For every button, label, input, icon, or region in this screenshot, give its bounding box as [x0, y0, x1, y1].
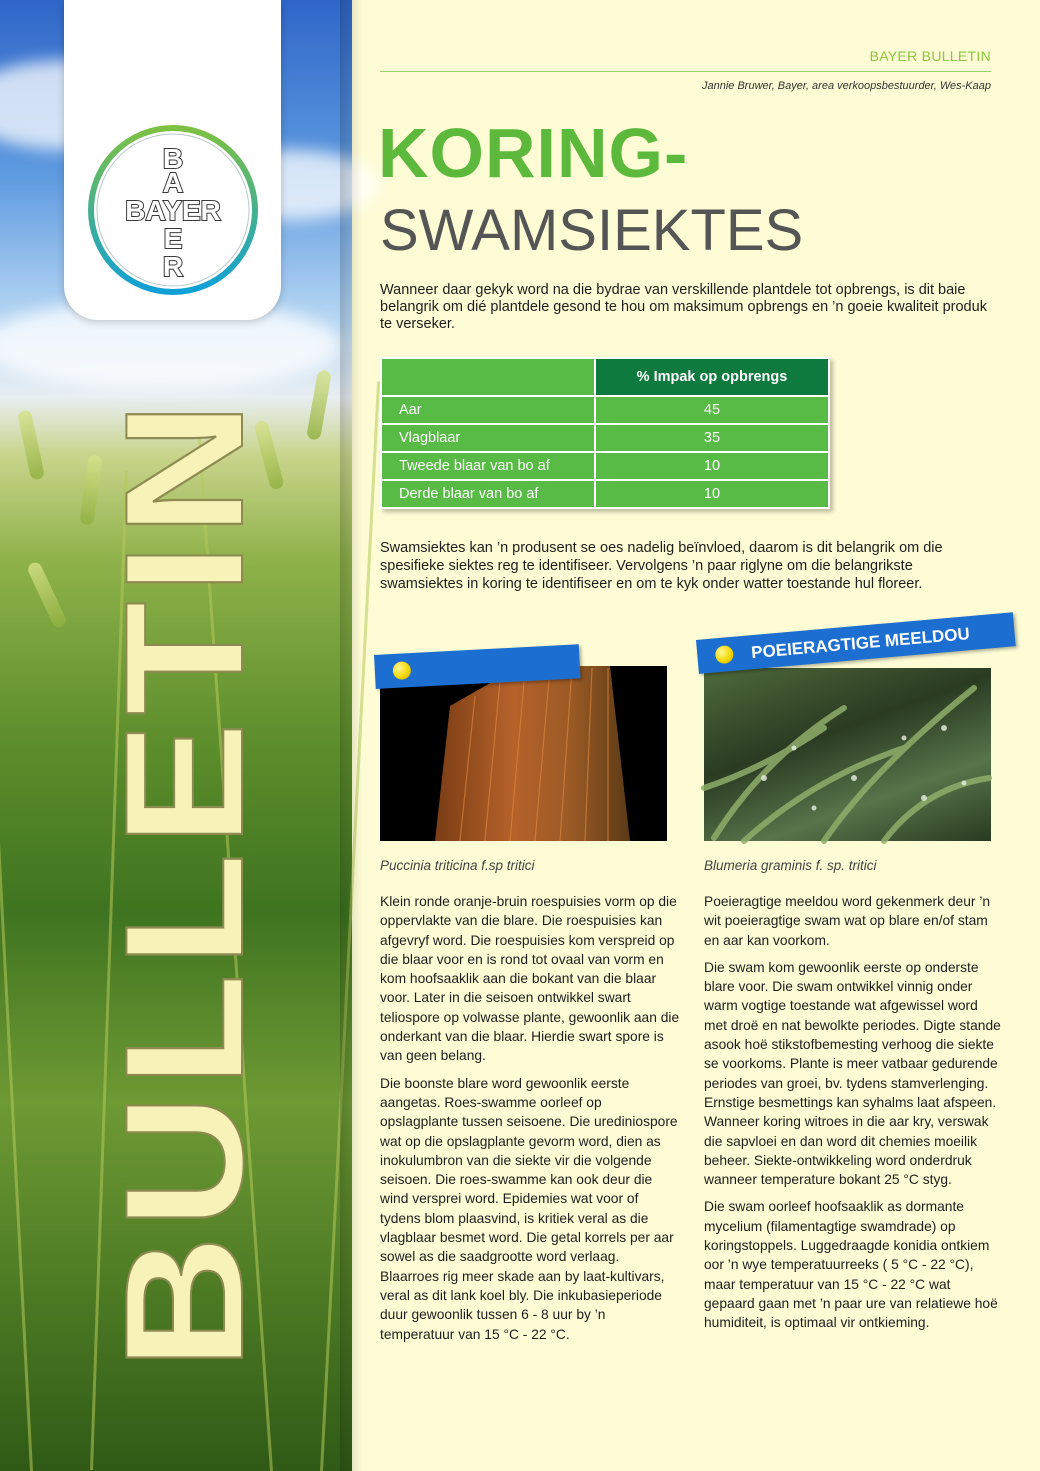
column-left-paragraph: Die boonste blare word gewoonlik eerste aangetas. Roes-swamme oorleef op opslagplante tussen seisoene. Die urediniospore wat op die opslagplante gevorm word, dien as inokulumbron van die siekte vir die volgende seisoen. Die roes-swamme kan ook deur die wind versprei word. Epidemies wat voor of tydens blom plaasvind, is kritiek veral as die vlagblaar besmet word. Die getal korrels per aar sowel as die saadgrootte word verlaag. Blaarroes rig meer skade aan by laat-kultivars, veral as dit lank koel bly. Die inkubasieperiode duur gewoonlik tussen 6 - 8 uur by ’n temperatuur van 15 °C - 22 °C.: [380, 1075, 678, 1342]
column-left-paragraph: Klein ronde oranje-bruin roespuisies vorm op die oppervlakte van die blare. Die roespuisies kan afgevryf word. Die roespuisies kom verspreid op die blaar voor en is rond tot ovaal van vorm en kom hoofsaaklik aan die bokant van die blaar voor. Later in die seisoen ontwikkel swart teliospore op volwasse plante, gewoonlik aan die onderkant van die blaar. Hierdie swart spore is van geen belang.: [380, 894, 680, 1064]
table-row: [381, 424, 829, 452]
logo-letter: R: [162, 251, 184, 282]
bulletin-label: BAYER BULLETIN: [869, 48, 991, 64]
column-right-paragraph: Die swam kom gewoonlik eerste op onderste blare voor. Die swam ontwikkel vinnig onder warm vogtige toestande wat afgewissel word met droë en nat bewolkte periodes. Digte stande asook hoë stikstofbemesting verhoog die siekte se voorkoms. Plante is meer vatbaar gedurende periodes van groei, bv. tydens stamverlenging. Ernstige besmettings kan syhalms laat afspeen. Wanneer koring witroes in die aar kry, verswak die sapvloei en dan word dit chemies moeilik beheer. Siekte-ontwikkeling word onderdruk wanneer temperature bokant 25 °C styg.: [704, 959, 1001, 1188]
wheat-stalk: [0, 421, 33, 1471]
wheat-ear: [17, 409, 45, 480]
leaf-shape: [435, 666, 630, 841]
table-cell-label: Derde blaar van bo af: [381, 480, 595, 508]
title-line2: SWAMSIEKTES: [380, 198, 804, 263]
logo-horizontal-word: BAYER: [125, 195, 221, 226]
table-header-empty: [381, 358, 595, 396]
impact-table: [380, 357, 830, 509]
second-paragraph: Swamsiektes kan ’n produsent se oes nadelig beïnvloed, daarom is dit belangrik om die spesifieke siektes reg te identifiseer. Vervolgens ’n paar riglyne om die belangrikste swamsiektes in koring te identifiseer en om te kyk onder watter toestande hul floreer.: [380, 540, 943, 592]
intro-paragraph: Wanneer daar gekyk word na die bydrae van verskillende plantdele tot opbrengs, is dit baie belangrik om dié plantdele gesond te hou om maksimum opbrengs en ’n goeie kwaliteit produk te verseker.: [380, 282, 987, 332]
table-cell-value: 45: [595, 396, 829, 424]
leaf-rust-photo: [380, 666, 667, 841]
disease-tag-right-label: POEIERAGTIGE MEELDOU: [750, 624, 971, 663]
logo-letter: A: [162, 167, 184, 198]
table-header-impact: % Impak op opbrengs: [595, 358, 829, 396]
logo-card: [64, 0, 281, 320]
column-right: [704, 892, 1004, 1341]
table-cell-label: Vlagblaar: [381, 424, 595, 452]
powdery-mildew-photo: [704, 668, 991, 841]
column-left: [380, 892, 680, 1352]
sidebar-photo: [0, 0, 352, 1471]
vertical-word-text: BULLETIN: [90, 491, 278, 1370]
table-row: [381, 396, 829, 424]
vertical-bulletin-wordmark: [90, 390, 278, 1370]
disease-tag-right: [696, 612, 1016, 674]
table-cell-label: Tweede blaar van bo af: [381, 452, 595, 480]
logo-letter: B: [162, 143, 184, 174]
title-line1: KORING-: [378, 114, 689, 192]
table-row: [381, 480, 829, 508]
table-header-row: [381, 358, 829, 396]
caption-right: Blumeria graminis f. sp. tritici: [704, 858, 877, 873]
author-byline: Jannie Bruwer, Bayer, area verkoopsbestuurder, Wes-Kaap: [701, 80, 991, 92]
table-cell-value: 10: [595, 480, 829, 508]
bullet-dot-icon: [715, 645, 735, 665]
table-cell-value: 35: [595, 424, 829, 452]
column-right-paragraph: Die swam oorleef hoofsaaklik as dormante mycelium (filamentagtige swamdrade) op koringstoppels. Luggedraagde konidia ontkiem oor ’n wye temperatuurreeks ( 5 °C - 22 °C), maar temperatuur van 15 °C - 22 °C wat gepaard gaan met ’n paar ure van relatiewe hoë humiditeit, is optimaal vir ontkieming.: [704, 1199, 998, 1331]
logo-letter: E: [163, 223, 183, 254]
sidebar-shadow: [340, 0, 362, 1471]
header-rule: [380, 71, 991, 72]
bullet-dot-icon: [392, 661, 411, 680]
column-right-paragraph: Poeieragtige meeldou word gekenmerk deur ’n wit poeieragtige swam wat op blare en/of stam en aar kan voorkom.: [704, 894, 991, 948]
bayer-logo: [87, 124, 259, 296]
table-cell-label: Aar: [381, 396, 595, 424]
caption-left: Puccinia triticina f.sp tritici: [380, 858, 535, 873]
wheat-ear: [26, 560, 68, 629]
table-cell-value: 10: [595, 452, 829, 480]
wheat-ear: [306, 369, 332, 440]
table-row: [381, 452, 829, 480]
